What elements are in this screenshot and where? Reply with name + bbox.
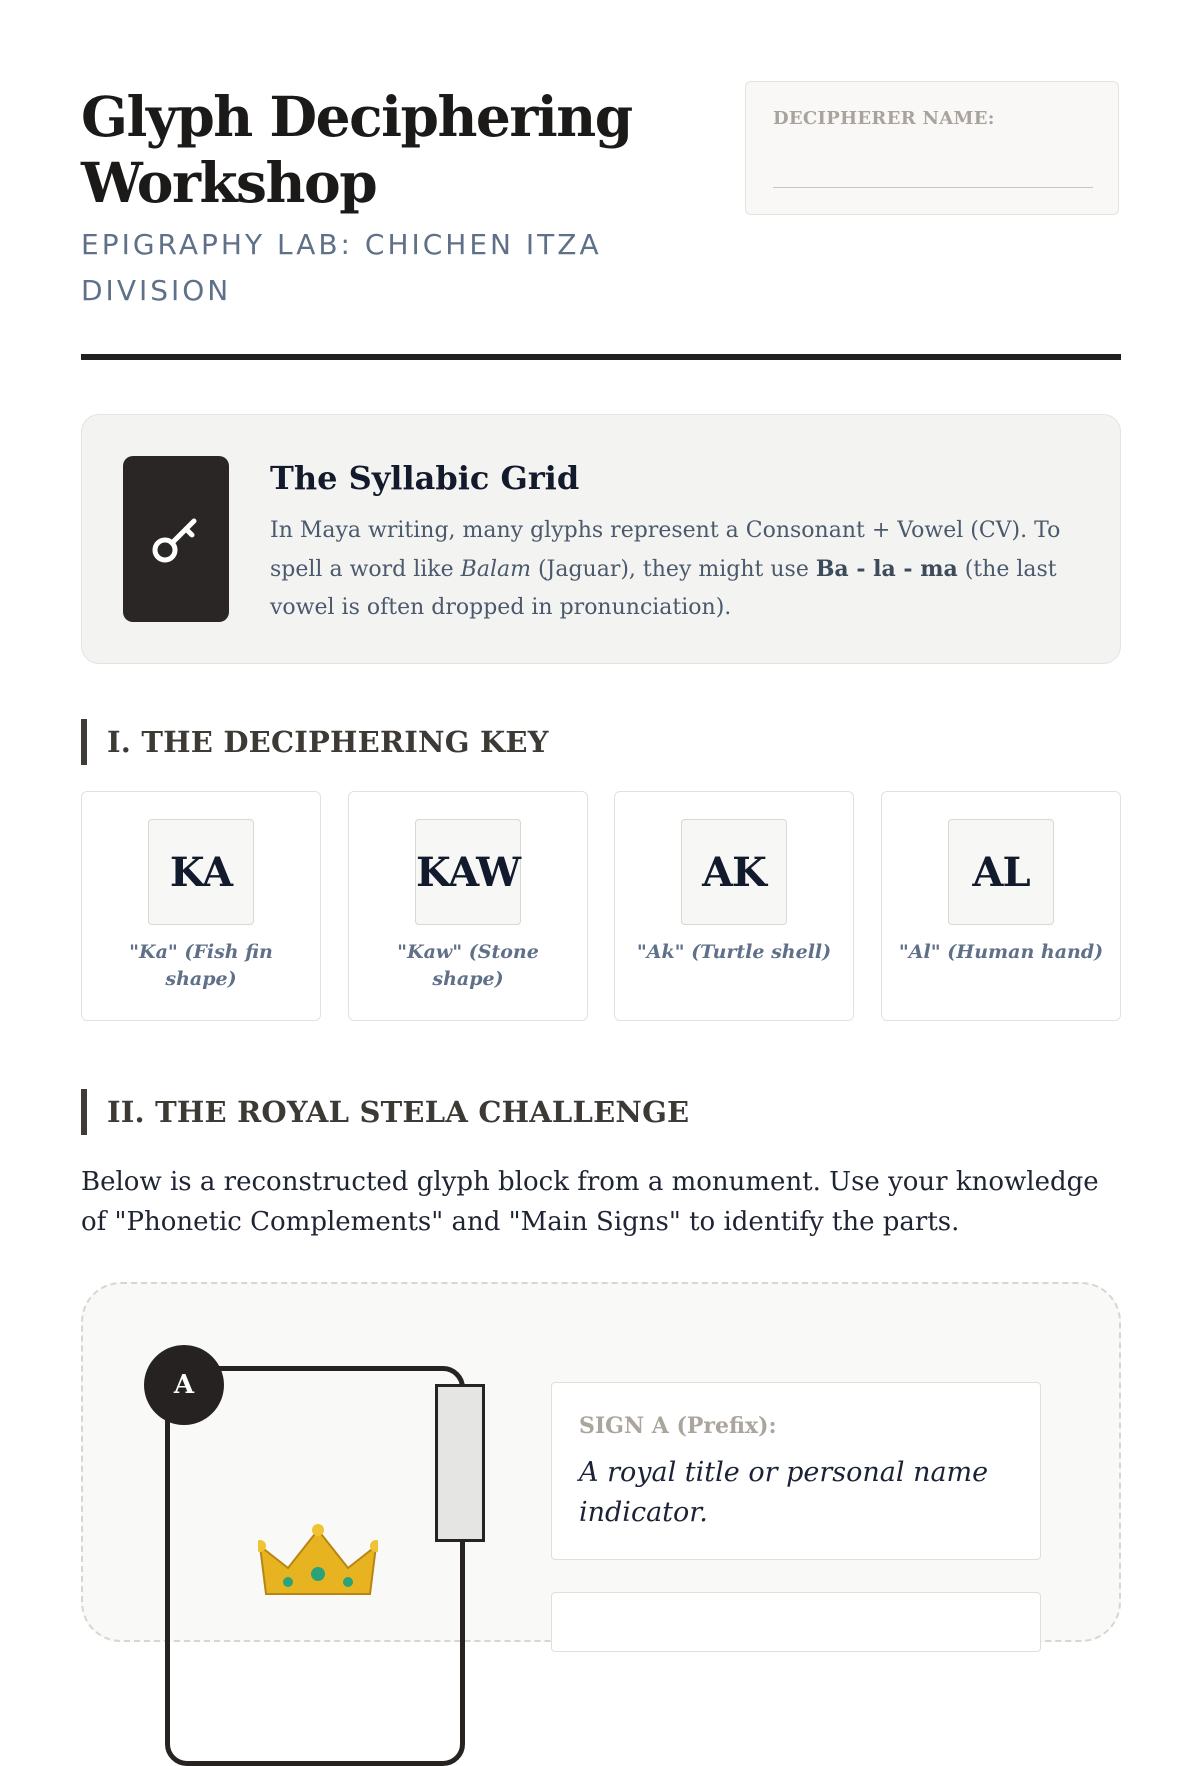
subtitle-line-1: EPIGRAPHY LAB: CHICHEN ITZA <box>81 228 602 261</box>
sign-a-label: SIGN A (Prefix): <box>579 1413 777 1439</box>
deciphering-key-list <box>81 791 1121 1021</box>
challenge-instructions: Below is a reconstructed glyph block from a monument. Use your knowledge of "Phonetic Complements" and "Main Signs" to identify the parts. <box>81 1167 1099 1237</box>
page-subtitle <box>81 222 681 314</box>
sign-a-badge: A <box>144 1345 224 1425</box>
section-bar <box>81 1089 87 1135</box>
glyph-caption: "Ak" (Turtle shell) <box>636 941 832 963</box>
key-card-kaw <box>348 791 588 1021</box>
worksheet-page <box>81 0 1121 1528</box>
section-deciphering-key-heading <box>81 719 1121 765</box>
key-card-ka <box>81 791 321 1021</box>
section-title: I. THE DECIPHERING KEY <box>107 725 549 759</box>
decipherer-name-field[interactable] <box>745 81 1119 215</box>
title-line-2: Workshop <box>81 150 377 215</box>
glyph-box: KA <box>148 819 254 925</box>
glyph-caption: "Kaw" (Stone shape) <box>397 941 539 990</box>
name-input-line[interactable] <box>773 187 1093 188</box>
info-text-bold: Ba - la - ma <box>815 556 958 582</box>
key-icon <box>150 513 202 565</box>
info-text-italic: Balam <box>460 557 531 582</box>
glyph-caption: "Al" (Human hand) <box>898 941 1104 963</box>
prefix-affix <box>435 1384 485 1542</box>
stela-challenge-panel <box>81 1282 1121 1642</box>
page-header <box>81 0 1121 362</box>
header-divider <box>81 354 1121 360</box>
page-title <box>81 84 701 216</box>
subtitle-line-2: DIVISION <box>81 274 232 307</box>
sign-a-answer-card <box>551 1382 1041 1560</box>
glyph-box: AK <box>681 819 787 925</box>
key-tile <box>123 456 229 622</box>
glyph-caption: "Ka" (Fish fin shape) <box>129 941 273 990</box>
info-text-3: (the last vowel is often dropped in pronunciation). <box>270 557 1057 620</box>
info-title: The Syllabic Grid <box>270 459 580 497</box>
section-bar <box>81 719 87 765</box>
sign-a-text: A royal title or personal name indicator. <box>579 1457 989 1528</box>
glyph-box: KAW <box>415 819 521 925</box>
info-text-2: (Jaguar), they might use <box>530 557 816 582</box>
title-line-1: Glyph Deciphering <box>81 84 632 149</box>
info-text <box>270 512 1070 627</box>
info-text-1: In Maya writing, many glyphs represent a Consonant + Vowel (CV). To spell a word like <box>270 518 1061 582</box>
key-card-al <box>881 791 1121 1021</box>
decipherer-name-label: DECIPHERER NAME: <box>773 108 995 129</box>
key-card-ak <box>614 791 854 1021</box>
crown-icon <box>258 1524 378 1604</box>
section-title: II. THE ROYAL STELA CHALLENGE <box>107 1095 690 1129</box>
glyph-box: AL <box>948 819 1054 925</box>
next-answer-card <box>551 1592 1041 1652</box>
section-royal-stela-heading <box>81 1089 1121 1135</box>
syllabic-grid-card <box>81 414 1121 664</box>
